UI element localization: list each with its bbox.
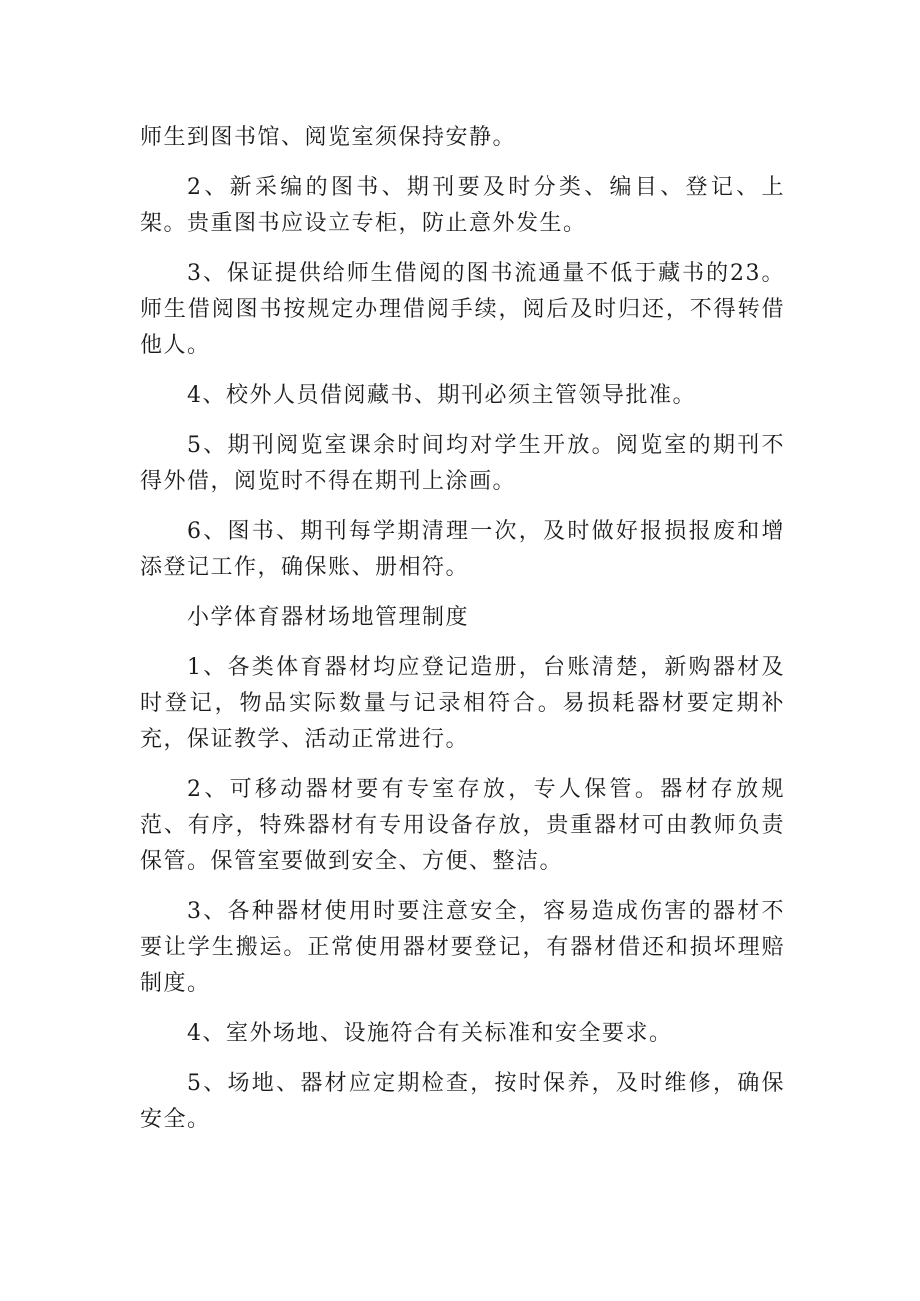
document-body [140, 120, 785, 1152]
section-paragraph-2: 2、可移动器材要有专室存放，专人保管。器材存放规范、有序，特殊器材有专用设备存放，贵重器材可由教师负责保管。保管室要做到安全、方便、整洁。 [140, 777, 785, 874]
section-title: 小学体育器材场地管理制度 [187, 605, 470, 630]
section-paragraph-5: 5、场地、器材应定期检查，按时保养，及时维修，确保安全。 [140, 1071, 785, 1132]
section-paragraph-4: 4、室外场地、设施符合有关标准和安全要求。 [187, 1021, 673, 1046]
section-paragraph-3: 3、各种器材使用时要注意安全，容易造成伤害的器材不要让学生搬运。正常使用器材要登记，有器材借还和损坏理赔制度。 [140, 899, 785, 996]
paragraph-item-4: 4、校外人员借阅藏书、期刊必须主管领导批准。 [187, 383, 696, 408]
paragraph-continuation: 师生到图书馆、阅览室须保持安静。 [140, 125, 517, 150]
paragraph-item-2: 2、新采编的图书、期刊要及时分类、编目、登记、上架。贵重图书应设立专柜，防止意外发生。 [140, 175, 785, 236]
section-paragraph-1: 1、各类体育器材均应登记造册，台账清楚，新购器材及时登记，物品实际数量与记录相符合。易损耗器材要定期补充，保证教学、活动正常进行。 [140, 655, 785, 752]
paragraph-item-3: 3、保证提供给师生借阅的图书流通量不低于藏书的23。师生借阅图书按规定办理借阅手续，阅后及时归还，不得转借他人。 [140, 261, 785, 358]
paragraph-item-5: 5、期刊阅览室课余时间均对学生开放。阅览室的期刊不得外借，阅览时不得在期刊上涂画。 [140, 433, 785, 494]
paragraph-item-6: 6、图书、期刊每学期清理一次，及时做好报损报废和增添登记工作，确保账、册相符。 [140, 519, 785, 580]
